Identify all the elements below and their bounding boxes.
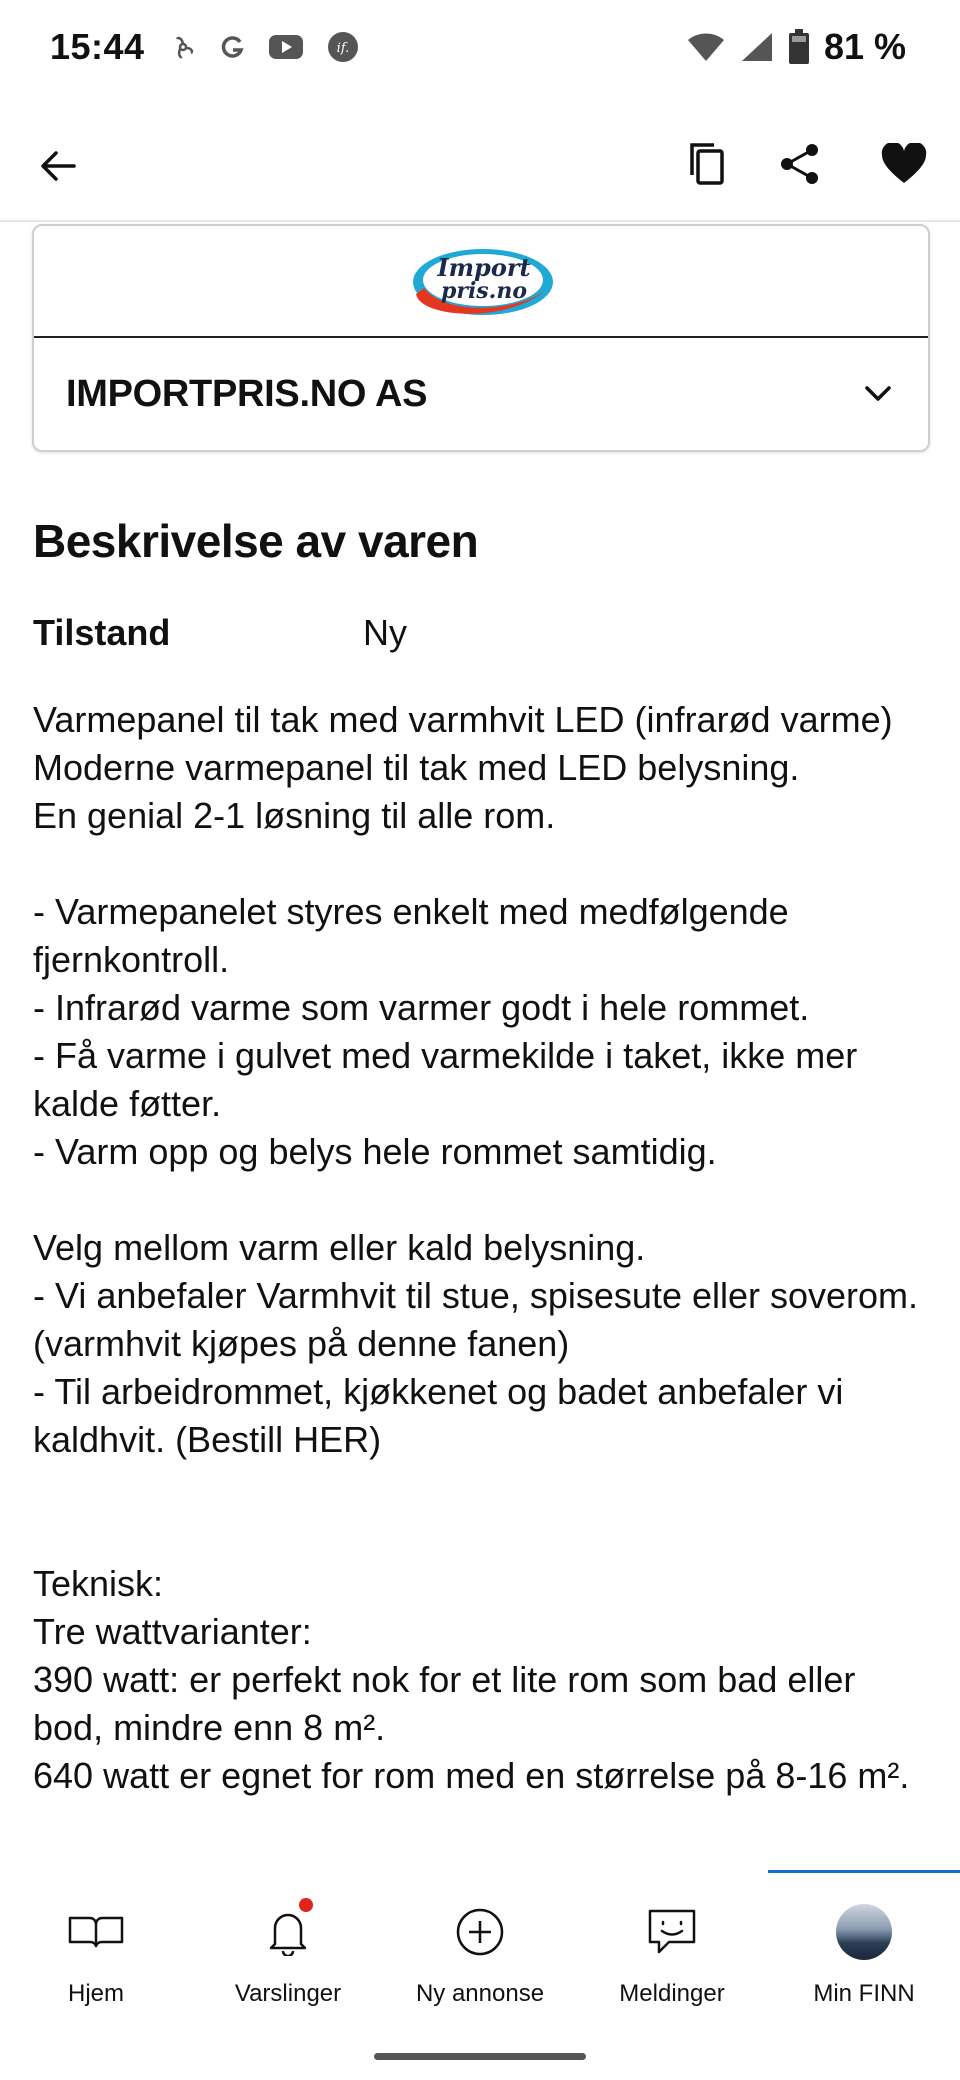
status-bar bbox=[0, 0, 960, 96]
bell-icon bbox=[267, 1908, 309, 1956]
notification-dot bbox=[299, 1898, 313, 1912]
logo-line2: pris.no bbox=[440, 278, 528, 304]
nav-item-home[interactable] bbox=[0, 1870, 192, 2020]
top-app-bar bbox=[0, 110, 960, 222]
nav-label-home: Hjem bbox=[67, 1980, 124, 2007]
plus-circle-icon bbox=[455, 1907, 505, 1957]
condition-label: Tilstand bbox=[33, 612, 171, 653]
nav-label-new-ad: Ny annonse bbox=[415, 1980, 545, 2007]
signal-icon bbox=[740, 31, 774, 63]
g-icon bbox=[220, 34, 246, 60]
battery-percentage: 81 % bbox=[823, 26, 906, 67]
seller-name: IMPORTPRIS.NO AS bbox=[66, 372, 428, 415]
seller-logo-area bbox=[34, 226, 928, 338]
nav-label-notifications: Varslinger bbox=[234, 1980, 342, 2007]
active-tab-indicator bbox=[768, 1870, 960, 1873]
logo-line1: Import bbox=[437, 253, 531, 282]
nav-label-messages: Meldinger bbox=[619, 1980, 725, 2007]
fan-icon bbox=[168, 32, 198, 62]
wifi-icon bbox=[686, 31, 726, 63]
heart-icon bbox=[881, 143, 927, 185]
condition-value: Ny bbox=[363, 612, 407, 653]
status-time: 15:44 bbox=[50, 26, 145, 67]
bottom-navigation bbox=[0, 1870, 960, 2020]
arrow-left-icon bbox=[40, 150, 76, 182]
status-right-icons bbox=[686, 26, 906, 68]
battery-icon bbox=[788, 29, 810, 65]
share-icon bbox=[779, 143, 821, 185]
gesture-bar[interactable] bbox=[374, 2053, 586, 2060]
book-icon bbox=[68, 1915, 124, 1949]
chat-icon bbox=[647, 1908, 697, 1956]
chevron-down-icon bbox=[864, 385, 892, 403]
status-left-icons bbox=[168, 30, 360, 64]
description-section bbox=[33, 514, 933, 1800]
copy-icon bbox=[684, 141, 728, 187]
svg-text:if.: if. bbox=[336, 41, 350, 56]
back-button[interactable] bbox=[30, 138, 86, 194]
nav-item-my-finn[interactable] bbox=[768, 1870, 960, 2020]
youtube-icon bbox=[268, 33, 304, 61]
seller-card bbox=[32, 224, 930, 452]
seller-logo bbox=[406, 242, 556, 326]
condition-row bbox=[33, 612, 933, 654]
copy-link-button[interactable] bbox=[676, 134, 736, 194]
nav-item-new-ad[interactable] bbox=[384, 1870, 576, 2020]
avatar bbox=[836, 1904, 892, 1960]
nav-item-messages[interactable] bbox=[576, 1870, 768, 2020]
share-button[interactable] bbox=[770, 134, 830, 194]
description-body: Varmepanel til tak med varmhvit LED (infrarød varme) Moderne varmepanel til tak med LED belysning. En genial 2-1 løsning til alle rom. - Varmepanelet styres enkelt med medfølgende fjernkontroll. - Infrarød varme som varmer godt i hele rommet. - Få varme i gulvet med varmekilde i taket, ikke mer kalde føtter. - Varm opp og belys hele rommet samtidig. Velg mellom varm eller kald belysning. - Vi anbefaler Varmhvit til stue, spisesute eller soverom. (varmhvit kjøpes på denne fanen) - Til arbeidrommet, kjøkkenet og badet anbefaler vi kaldhvit. (Bestill HER) Teknisk: Tre wattvarianter: 390 watt: er perfekt nok for et lite rom som bad eller bod, mindre enn 8 m². 640 watt er egnet for rom med en størrelse på 8-16 m². bbox=[33, 699, 919, 1796]
favorite-button[interactable] bbox=[874, 134, 934, 194]
if-icon bbox=[326, 30, 360, 64]
seller-expand-row[interactable] bbox=[34, 338, 928, 450]
nav-item-notifications[interactable] bbox=[192, 1870, 384, 2020]
description-title: Beskrivelse av varen bbox=[33, 515, 479, 567]
nav-label-my-finn: Min FINN bbox=[813, 1980, 915, 2007]
